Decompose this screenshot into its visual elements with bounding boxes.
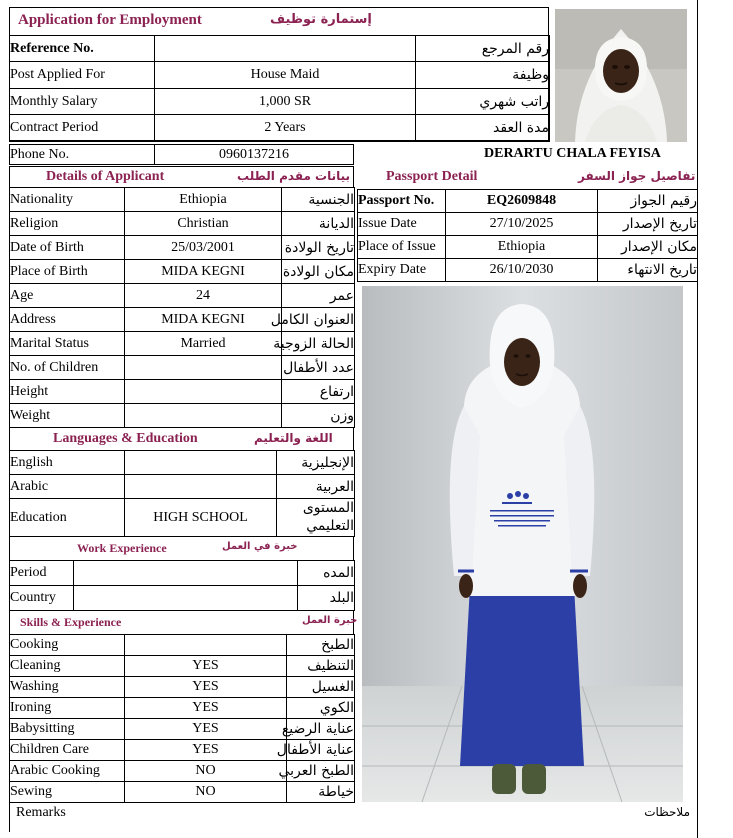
babysitting-label: Babysitting [10,719,125,740]
table-row [10,635,355,656]
work-header-box [9,537,354,560]
passport-no-label: Passport No. [358,190,446,213]
post-label: Post Applied For [10,62,155,89]
table-row [10,656,355,677]
languages-table [9,450,355,537]
place-of-issue-value: Ethiopia [446,236,598,259]
dob-label-ar: تاريخ الولادة [282,236,355,260]
phone-table [9,144,354,165]
country-value [74,586,298,611]
phone-value: 0960137216 [155,145,354,165]
address-label-ar: العنوان الكامل [282,308,355,332]
place-of-issue-label-ar: مكان الإصدار [598,236,698,259]
remarks-left-border [9,802,10,832]
arabic-cooking-value: NO [125,761,287,782]
cooking-label: Cooking [10,635,125,656]
sewing-label-ar: خياطة [287,782,355,803]
country-label-ar: البلد [298,586,355,611]
cooking-label-ar: الطبخ [287,635,355,656]
babysitting-label-ar: عناية الرضيع [287,719,355,740]
issue-date-label-ar: تاريخ الإصدار [598,213,698,236]
passport-no-value: EQ2609848 [446,190,598,213]
dob-label: Date of Birth [10,236,125,260]
title-arabic: إستمارة توظيف [270,12,372,27]
age-label-ar: عمر [282,284,355,308]
nationality-value: Ethiopia [125,188,282,212]
pob-label: Place of Birth [10,260,125,284]
children-label: No. of Children [10,356,125,380]
cleaning-label: Cleaning [10,656,125,677]
address-label: Address [10,308,125,332]
english-label-ar: الإنجليزية [277,451,355,475]
table-row [10,260,355,284]
applicant-portrait-photo [555,9,687,142]
address-value: MIDA KEGNI [125,308,282,332]
weight-label: Weight [10,404,125,428]
table-row [10,284,355,308]
title-english: Application for Employment [18,12,202,28]
ironing-value: YES [125,698,287,719]
languages-heading: Languages & Education [53,431,198,446]
children-care-label: Children Care [10,740,125,761]
weight-value [125,404,282,428]
religion-label: Religion [10,212,125,236]
table-row [10,188,355,212]
education-label-ar: المستوى التعليمي [277,499,355,537]
period-label-ar: المده [298,561,355,586]
nationality-label-ar: الجنسية [282,188,355,212]
table-row [10,212,355,236]
passport-heading-ar: تفاصيل جواز السفر [578,169,696,183]
post-value: House Maid [155,62,416,89]
remarks-label: Remarks [16,805,66,820]
religion-value: Christian [125,212,282,236]
pob-label-ar: مكان الولادة [282,260,355,284]
arabic-cooking-label-ar: الطبخ العربي [287,761,355,782]
children-value [125,356,282,380]
languages-heading-ar: اللغة والتعليم [254,431,333,445]
salary-value: 1,000 SR [155,89,416,115]
table-row [10,719,355,740]
reference-value [155,36,416,62]
details-heading-ar: بيانات مقدم الطلب [237,169,351,183]
details-table [9,187,355,428]
remarks-label-ar: ملاحظات [644,805,690,819]
table-row [10,561,355,586]
babysitting-value: YES [125,719,287,740]
table-row [358,259,698,282]
table-row [10,89,550,115]
issue-date-value: 27/10/2025 [446,213,598,236]
reference-label: Reference No. [10,36,155,62]
table-row [10,677,355,698]
table-row [358,213,698,236]
table-row [10,740,355,761]
weight-label-ar: وزن [282,404,355,428]
table-row [10,761,355,782]
phone-label: Phone No. [10,145,155,165]
table-row [10,62,550,89]
children-label-ar: عدد الأطفال [282,356,355,380]
work-heading-ar: خبرة في العمل [222,541,298,552]
page-right-border [697,0,698,838]
contract-value: 2 Years [155,115,416,142]
reference-label-ar: رقم المرجع [416,36,550,62]
details-heading: Details of Applicant [46,169,165,184]
table-row [358,190,698,213]
place-of-issue-label: Place of Issue [358,236,446,259]
nationality-label: Nationality [10,188,125,212]
expiry-date-value: 26/10/2030 [446,259,598,282]
period-label: Period [10,561,74,586]
table-row [10,404,355,428]
age-value: 24 [125,284,282,308]
expiry-date-label: Expiry Date [358,259,446,282]
english-value [125,451,277,475]
applicant-full-length-photo [362,286,683,802]
period-value [74,561,298,586]
cleaning-label-ar: التنظيف [287,656,355,677]
table-row [10,236,355,260]
table-row [10,332,355,356]
table-row [10,451,355,475]
expiry-date-label-ar: تاريخ الانتهاء [598,259,698,282]
ironing-label: Ironing [10,698,125,719]
religion-label-ar: الديانة [282,212,355,236]
table-row [10,36,550,62]
country-label: Country [10,586,74,611]
top-info-table [9,35,550,142]
education-label: Education [10,499,125,537]
applicant-name: DERARTU CHALA FEYISA [484,146,661,161]
skills-table [9,634,355,803]
table-row [10,782,355,803]
table-row [10,475,355,499]
table-row [10,356,355,380]
marital-label-ar: الحالة الزوجية [282,332,355,356]
height-label-ar: ارتفاع [282,380,355,404]
ironing-label-ar: الكوي [287,698,355,719]
skills-heading-ar: خبرة العمل [302,615,358,626]
cleaning-value: YES [125,656,287,677]
pob-value: MIDA KEGNI [125,260,282,284]
sewing-value: NO [125,782,287,803]
washing-label-ar: الغسيل [287,677,355,698]
height-value [125,380,282,404]
table-row [358,236,698,259]
table-row [10,586,355,611]
age-label: Age [10,284,125,308]
marital-label: Marital Status [10,332,125,356]
passport-table [357,189,698,282]
marital-value: Married [125,332,282,356]
arabic-cooking-label: Arabic Cooking [10,761,125,782]
salary-label: Monthly Salary [10,89,155,115]
children-care-value: YES [125,740,287,761]
table-row [10,380,355,404]
contract-label: Contract Period [10,115,155,142]
work-table [9,560,355,611]
table-row [10,115,550,142]
children-care-label-ar: عناية الأطفال [287,740,355,761]
passport-heading: Passport Detail [386,169,478,184]
education-value: HIGH SCHOOL [125,499,277,537]
washing-label: Washing [10,677,125,698]
skills-heading: Skills & Experience [20,615,122,629]
salary-label-ar: راتب شهري [416,89,550,115]
table-row [10,698,355,719]
table-row [10,308,355,332]
work-heading: Work Experience [77,541,167,555]
washing-value: YES [125,677,287,698]
sewing-label: Sewing [10,782,125,803]
arabic-label-ar: العربية [277,475,355,499]
arabic-label: Arabic [10,475,125,499]
table-row [10,499,355,537]
arabic-value [125,475,277,499]
post-label-ar: وظيفة [416,62,550,89]
height-label: Height [10,380,125,404]
passport-no-label-ar: رقيم الجواز [598,190,698,213]
dob-value: 25/03/2001 [125,236,282,260]
cooking-value [125,635,287,656]
english-label: English [10,451,125,475]
issue-date-label: Issue Date [358,213,446,236]
contract-label-ar: مدة العقد [416,115,550,142]
